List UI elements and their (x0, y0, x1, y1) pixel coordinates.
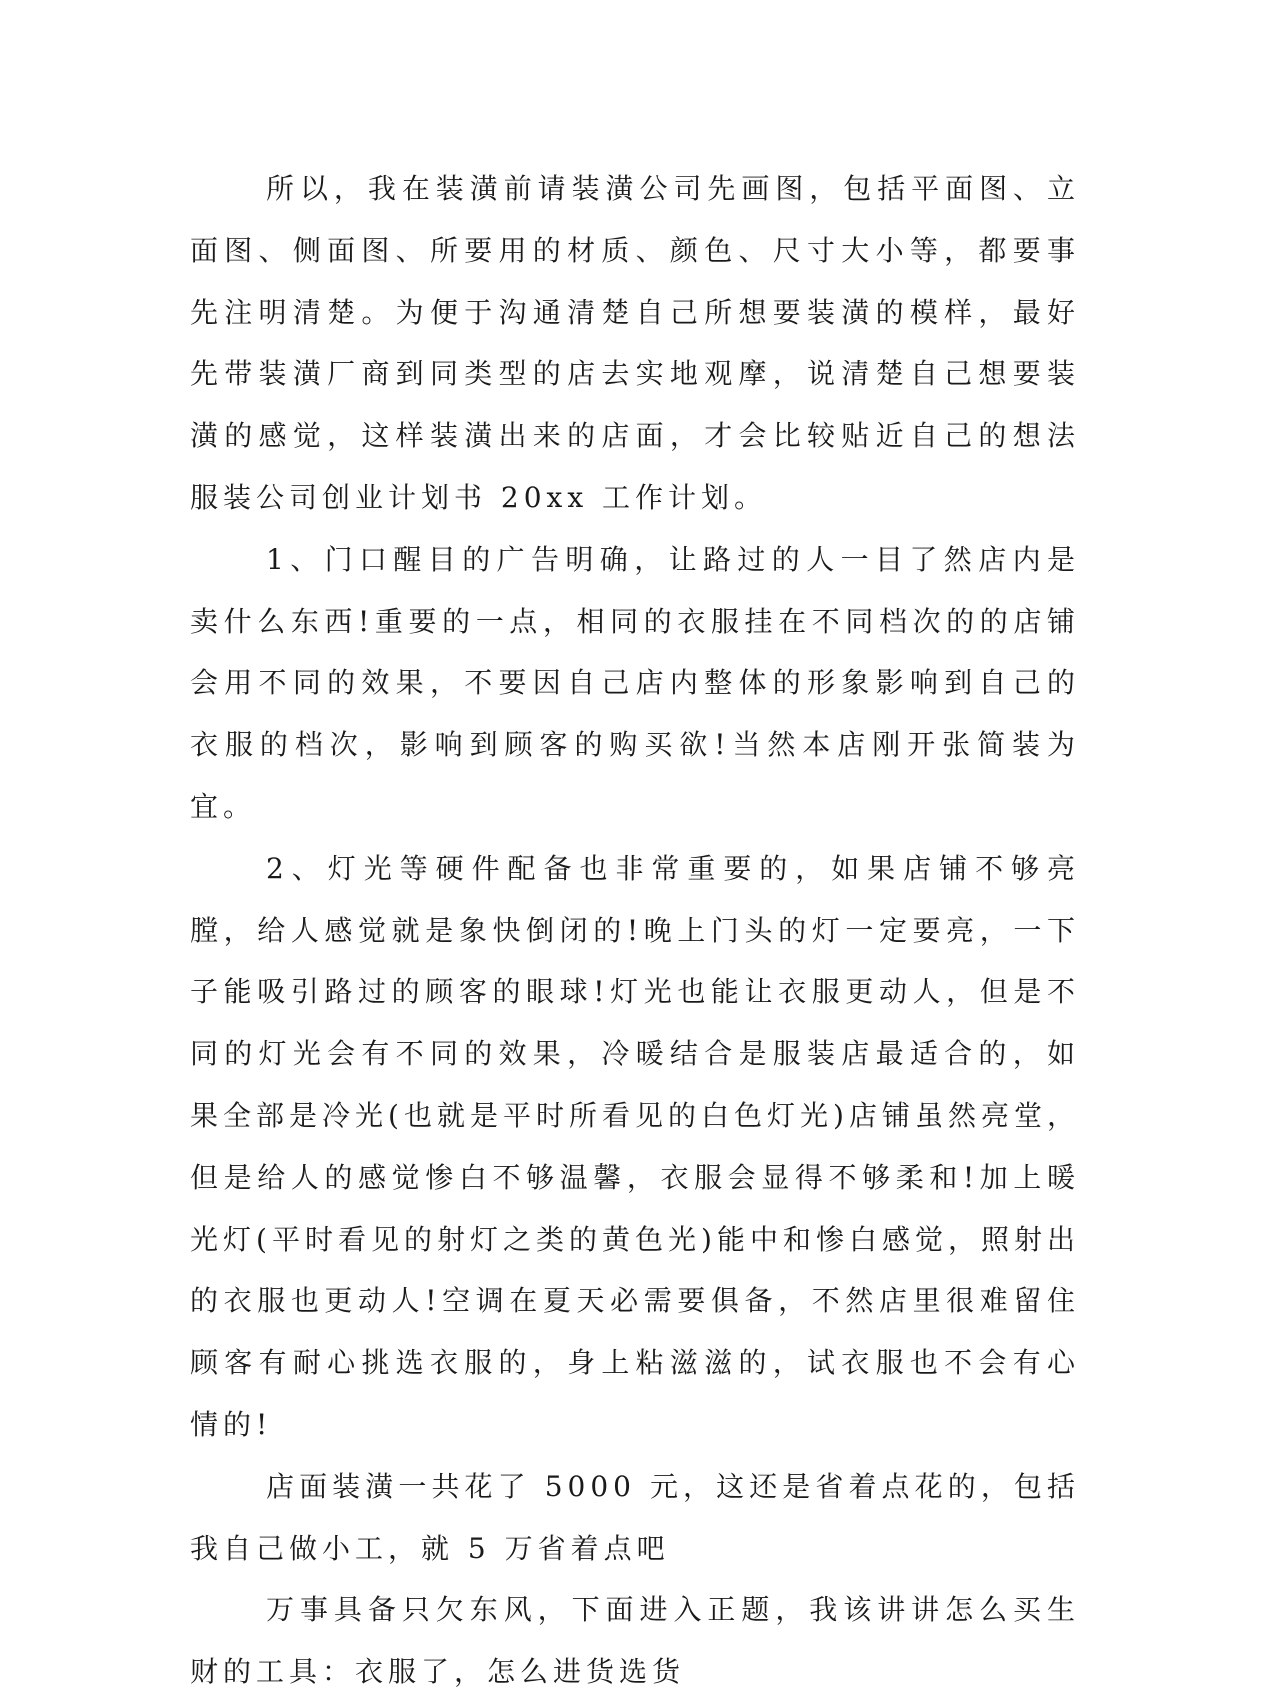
paragraph-lighting: 2、灯光等硬件配备也非常重要的，如果店铺不够亮膛，给人感觉就是象快倒闭的!晚上门头的灯一定要亮，一下子能吸引路过的顾客的眼球!灯光也能让衣服更动人，但是不同的灯光会有不同的效果，冷暖结合是服装店最适合的，如果全部是冷光(也就是平时所看见的白色灯光)店铺虽然亮堂，但是给人的感觉惨白不够温馨，衣服会显得不够柔和!加上暖光灯(平时看见的射灯之类的黄色光)能中和惨白感觉，照射出的衣服也更动人!空调在夏天必需要俱备，不然店里很难留住顾客有耐心挑选衣服的，身上粘滋滋的，试衣服也不会有心情的! (190, 851, 1080, 1441)
document-body (190, 158, 1080, 1703)
paragraph-storefront-ad: 1、门口醒目的广告明确，让路过的人一目了然店内是卖什么东西!重要的一点，相同的衣服挂在不同档次的的店铺会用不同的效果，不要因自己店内整体的形象影响到自己的衣服的档次，影响到顾客的购买欲!当然本店刚开张简装为宜。 (190, 542, 1080, 823)
paragraph-renovation-cost: 店面装潢一共花了 5000 元，这还是省着点花的，包括我自己做小工，就 5 万省着点吧 (190, 1469, 1080, 1565)
paragraph-purchasing-intro: 万事具备只欠东风，下面进入正题，我该讲讲怎么买生财的工具：衣服了，怎么进货选货 (190, 1593, 1080, 1689)
paragraph-renovation-plan: 所以，我在装潢前请装潢公司先画图，包括平面图、立面图、侧面图、所要用的材质、颜色、尺寸大小等，都要事先注明清楚。为便于沟通清楚自己所想要装潢的模样，最好先带装潢厂商到同类型的店去实地观摩，说清楚自己想要装潢的感觉，这样装潢出来的店面，才会比较贴近自己的想法服装公司创业计划书 20xx 工作计划。 (190, 172, 1080, 514)
